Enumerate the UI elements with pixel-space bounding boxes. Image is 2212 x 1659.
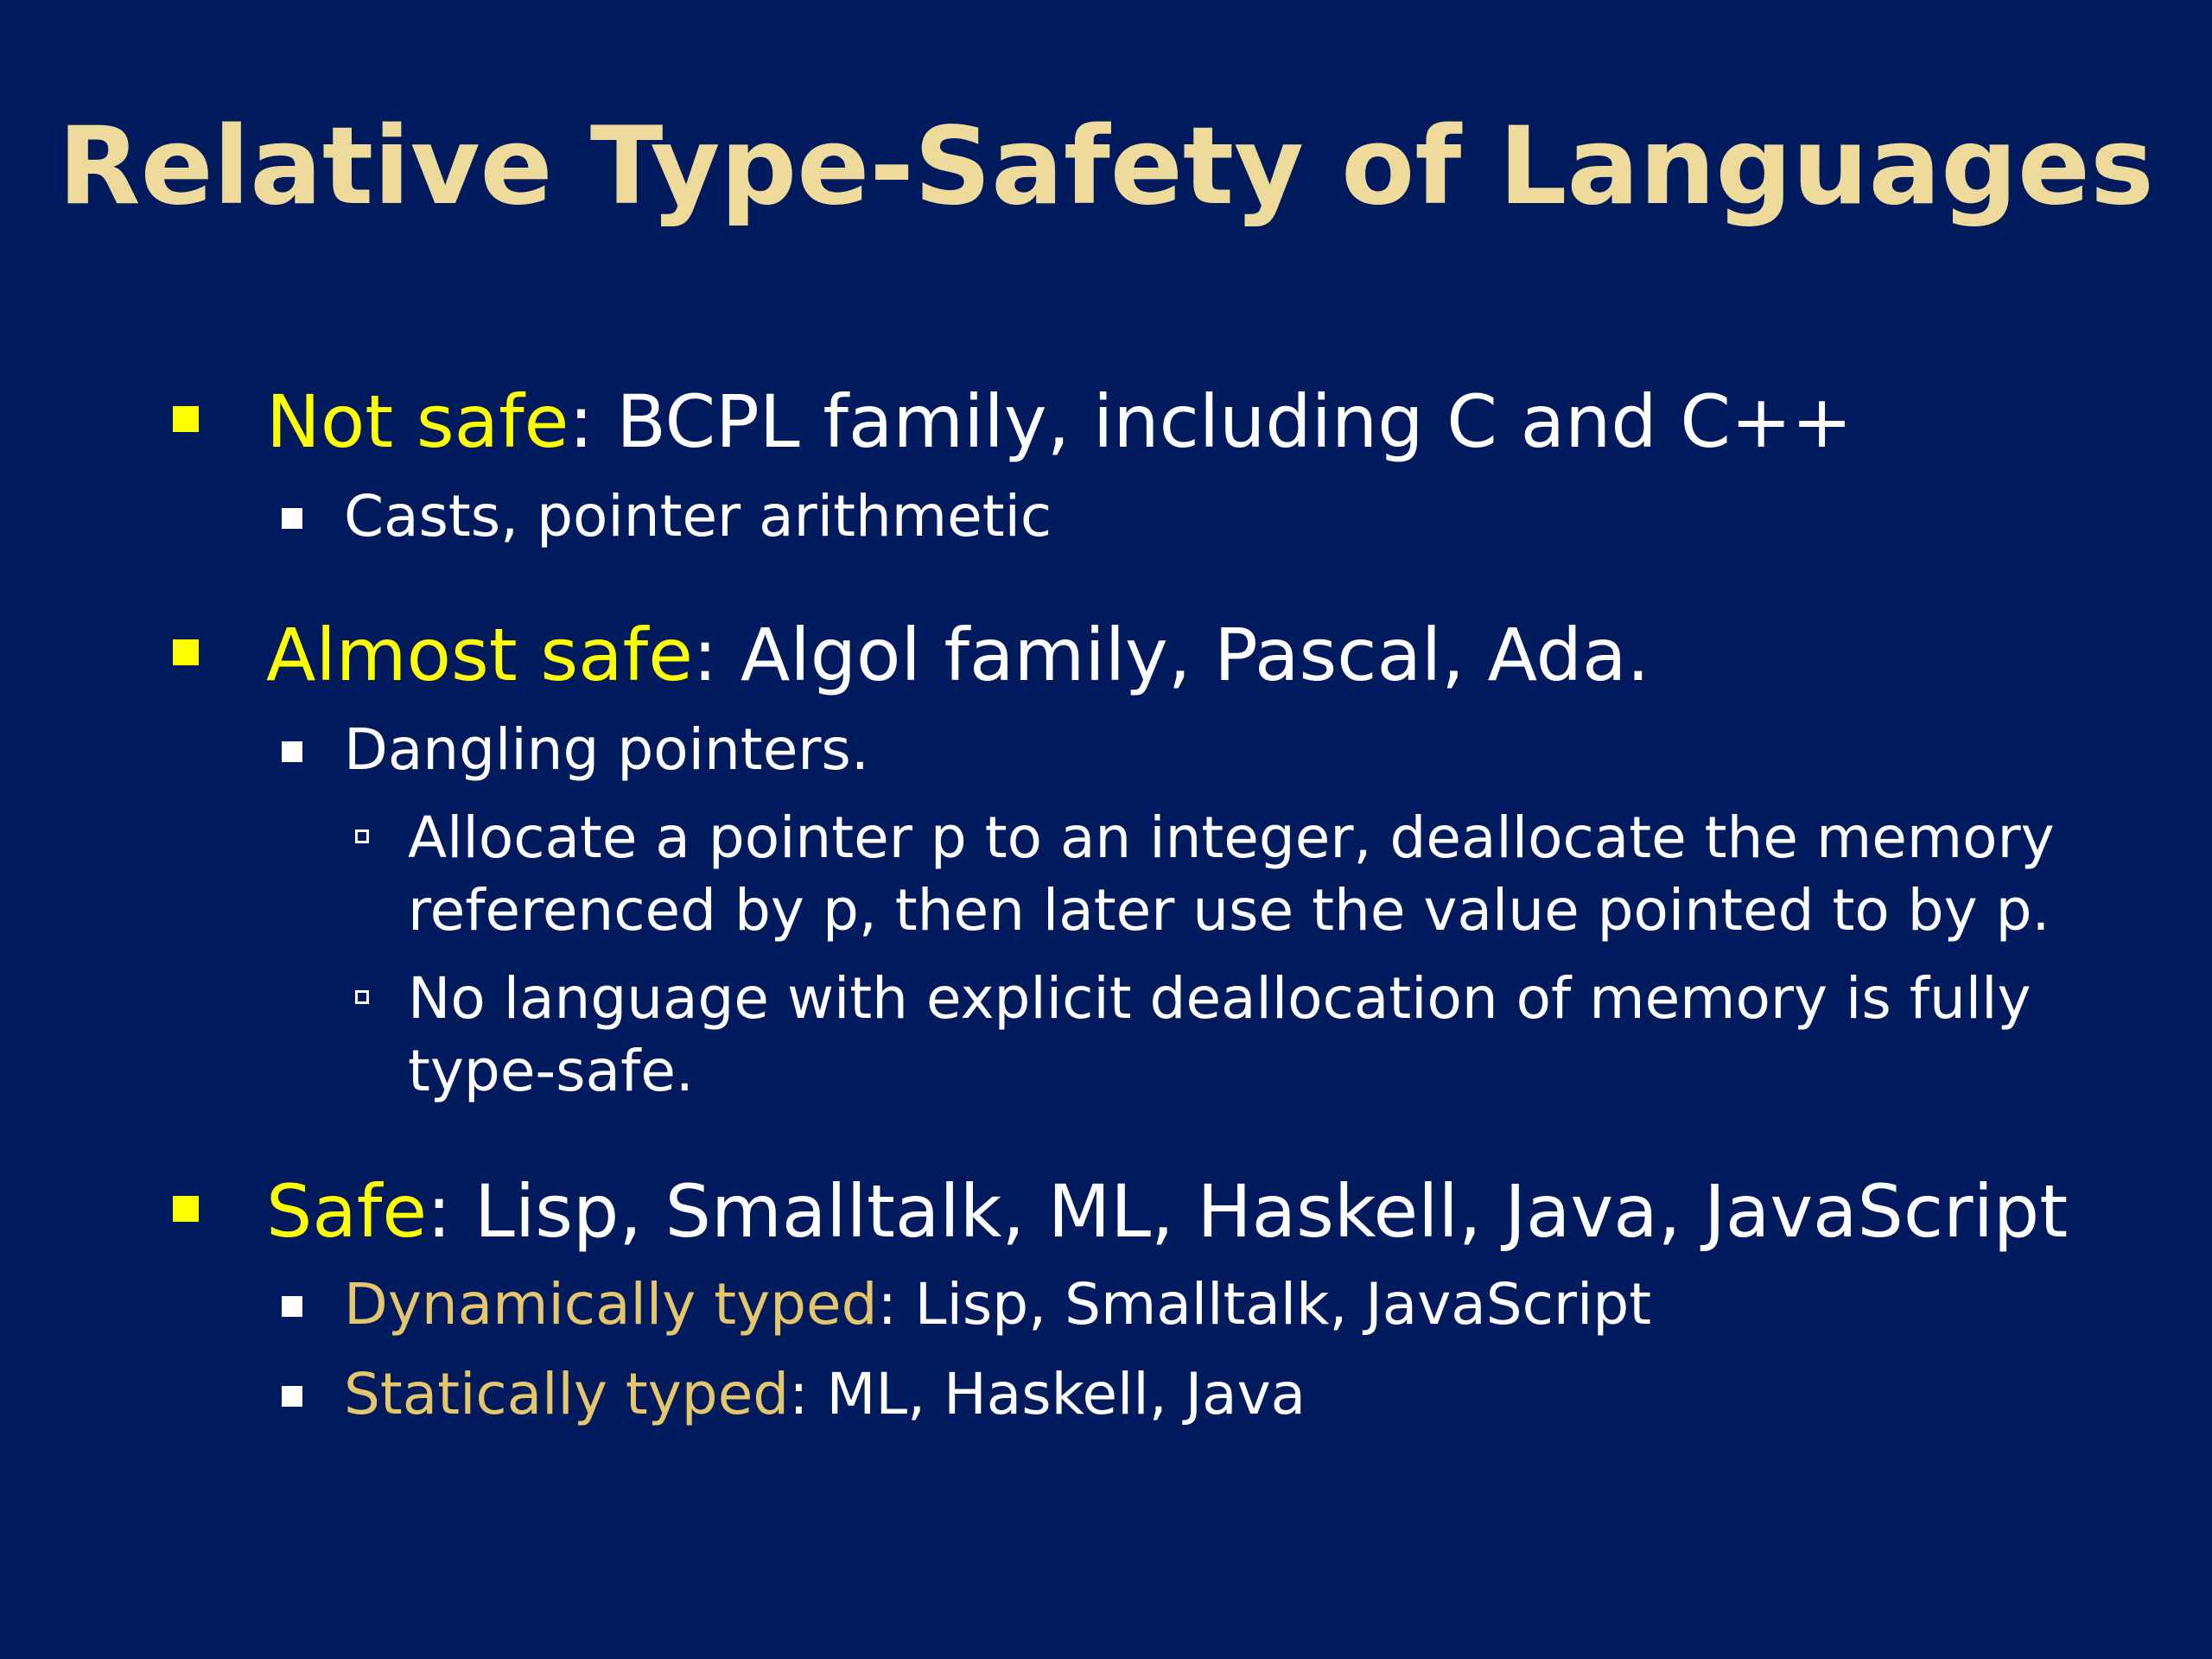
bullet-separator: : — [427, 1169, 452, 1254]
sub-sub-item-text: No language with explicit deallocation of memory is fully — [408, 965, 2031, 1032]
bullet-text: BCPL family, including C and C++ — [593, 379, 1853, 464]
bullet-square-icon — [173, 1196, 199, 1222]
sub-sub-item-text: type-safe. — [408, 1038, 694, 1104]
bullet-item-safe — [266, 1168, 2068, 1255]
sub-item-separator: : — [877, 1271, 897, 1338]
slide-title: Relative Type-Safety of Languages — [58, 105, 2154, 229]
bullet-square-icon — [173, 639, 199, 665]
bullet-label: Safe — [266, 1169, 428, 1254]
bullet-label: Not safe — [266, 379, 569, 464]
bullet-item-not-safe — [266, 378, 1853, 465]
sub-sub-item-allocate-line1 — [408, 802, 2055, 874]
bullet-text: Lisp, Smalltalk, ML, Haskell, Java, JavaScript — [451, 1169, 2069, 1254]
sub-item-dynamically-typed — [344, 1268, 1651, 1341]
bullet-square-icon — [173, 406, 199, 432]
sub-item-text: Casts, pointer arithmetic — [344, 483, 1052, 550]
sub-bullet-square-icon — [282, 508, 302, 529]
bullet-text: Algol family, Pascal, Ada. — [717, 613, 1650, 697]
bullet-label: Almost safe — [266, 613, 693, 697]
bullet-separator: : — [569, 379, 594, 464]
sub-sub-item-text: Allocate a pointer p to an integer, deallocate the memory — [408, 804, 2055, 871]
sub-item-label: Statically typed — [344, 1361, 790, 1427]
sub-item-text: ML, Haskell, Java — [808, 1361, 1306, 1427]
sub-item-text: Dangling pointers. — [344, 716, 869, 783]
sub-sub-item-allocate-line2 — [408, 874, 2050, 947]
sub-item-dangling-pointers — [344, 714, 869, 786]
sub-bullet-square-icon — [282, 741, 302, 762]
bullet-separator: : — [692, 613, 718, 697]
sub-item-label: Dynamically typed — [344, 1271, 878, 1338]
sub-bullet-square-icon — [282, 1386, 302, 1407]
bullet-item-almost-safe — [266, 612, 1649, 698]
sub-sub-item-no-language-line1 — [408, 963, 2031, 1035]
sub-item-text: Lisp, Smalltalk, JavaScript — [896, 1271, 1652, 1338]
sub-item-separator: : — [789, 1361, 809, 1427]
sub-sub-item-text: referenced by p, then later use the value pointed to by p. — [408, 877, 2050, 944]
sub-item-casts — [344, 480, 1052, 553]
sub-item-statically-typed — [344, 1358, 1306, 1431]
sub-sub-item-no-language-line2 — [408, 1035, 694, 1108]
sub-sub-bullet-hollow-square-icon — [355, 990, 369, 1004]
sub-bullet-square-icon — [282, 1296, 302, 1317]
sub-sub-bullet-hollow-square-icon — [355, 830, 369, 843]
